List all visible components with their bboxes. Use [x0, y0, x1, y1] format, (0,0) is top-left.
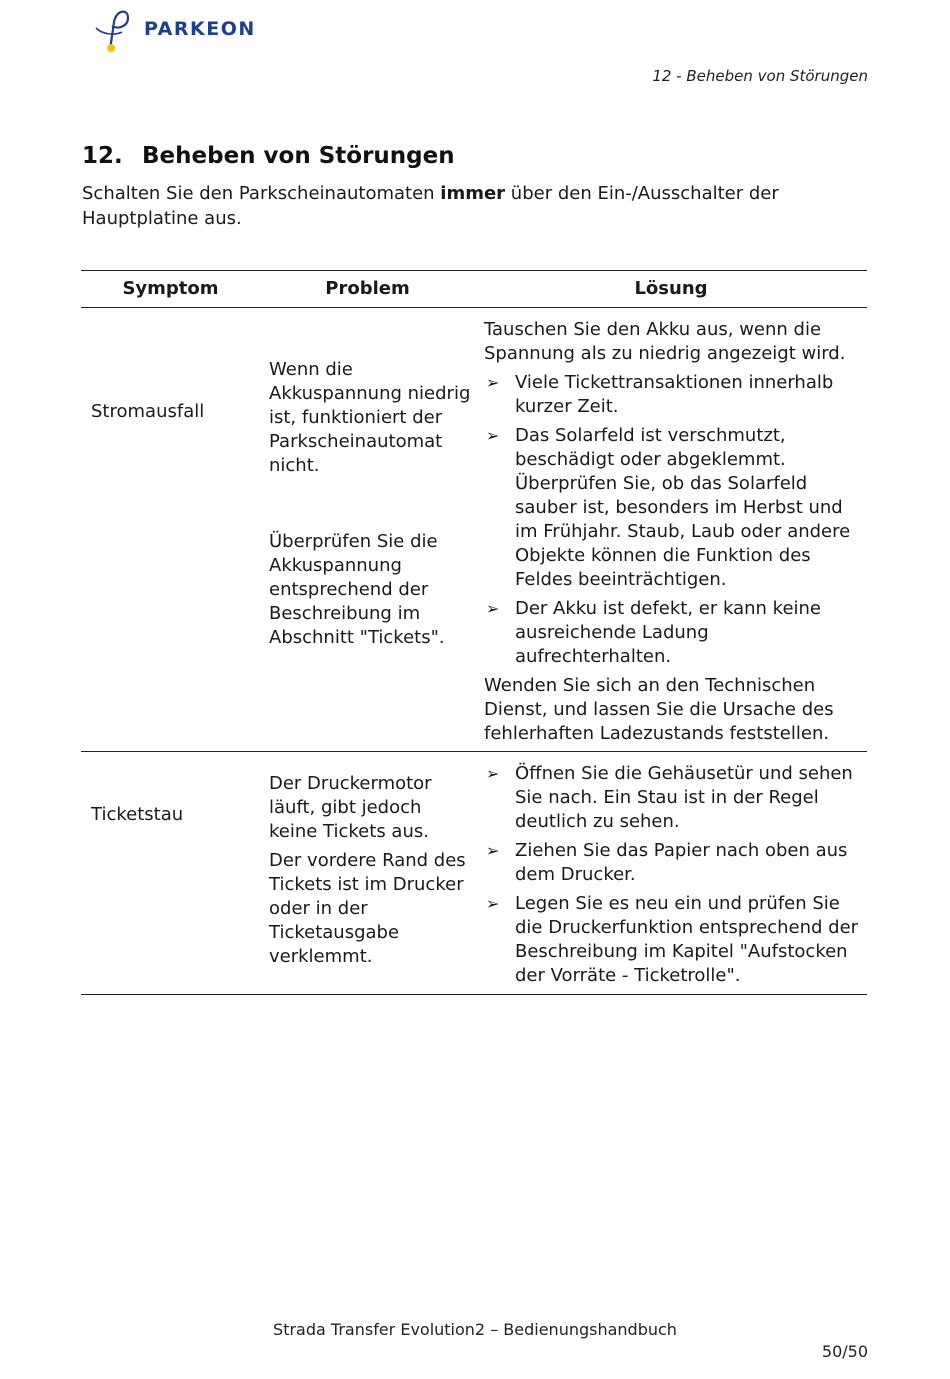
- page-number: 50/50: [821, 1342, 868, 1361]
- symptom-cell: Ticketstau: [81, 752, 260, 995]
- solution-outro: Wenden Sie sich an den Technischen Dienst, und lassen Sie die Ursache des fehlerhaften Ladezustands feststellen.: [484, 675, 834, 744]
- list-item-text: Öffnen Sie die Gehäusetür und sehen Sie nach. Ein Stau ist in der Regel deutlich zu sehen.: [515, 763, 853, 832]
- section-title: Beheben von Störungen: [142, 143, 455, 169]
- column-header-symptom: Symptom: [81, 271, 260, 308]
- list-item: [484, 424, 867, 592]
- arrow-bullet-icon: ➢: [486, 894, 500, 913]
- logo-wordmark: PARKEON: [144, 18, 256, 40]
- list-item: [484, 839, 867, 887]
- table-header-row: [81, 271, 867, 308]
- list-item: [484, 371, 867, 419]
- solution-intro: Tauschen Sie den Akku aus, wenn die Spannung als zu niedrig angezeigt wird.: [484, 319, 846, 364]
- list-item-text: Legen Sie es neu ein und prüfen Sie die Druckerfunktion entsprechend der Beschreibung im Kapitel "Aufstocken der Vorräte - Ticketrolle".: [515, 893, 859, 986]
- table-row: [81, 308, 867, 752]
- solution-cell: [475, 752, 867, 995]
- arrow-bullet-icon: ➢: [486, 373, 500, 392]
- problem-text: Der Druckermotor läuft, gibt jedoch keine Tickets aus.: [269, 773, 432, 842]
- problem-text: Wenn die Akkuspannung niedrig ist, funktioniert der Parkscheinautomat nicht.: [269, 359, 471, 476]
- intro-text-end: über den Ein-/Ausschalter der Hauptplatine aus.: [82, 183, 779, 229]
- intro-text-start: Schalten Sie den Parkscheinautomaten: [82, 183, 441, 204]
- intro-paragraph: [82, 181, 842, 231]
- table-row: [81, 752, 867, 995]
- arrow-bullet-icon: ➢: [486, 764, 500, 783]
- parkeon-logo-icon: [92, 4, 144, 56]
- footer-title: Strada Transfer Evolution2 – Bedienungshandbuch: [273, 1320, 677, 1339]
- section-number: 12.: [82, 143, 123, 169]
- list-item: [484, 892, 867, 988]
- list-item: [484, 762, 867, 834]
- list-item-text: Der Akku ist defekt, er kann keine ausreichende Ladung aufrechterhalten.: [515, 598, 821, 667]
- problem-cell: [260, 308, 475, 752]
- problem-text: Überprüfen Sie die Akkuspannung entsprechend der Beschreibung im Abschnitt "Tickets".: [269, 531, 445, 648]
- solution-bullet-list: [484, 371, 867, 669]
- section-heading: [82, 143, 455, 169]
- solution-cell: [475, 308, 867, 752]
- parkeon-logo: [92, 4, 292, 56]
- problem-cell: [260, 752, 475, 995]
- solution-bullet-list: [484, 762, 867, 988]
- arrow-bullet-icon: ➢: [486, 426, 500, 445]
- problem-text: Der vordere Rand des Tickets ist im Drucker oder in der Ticketausgabe verklemmt.: [269, 850, 466, 967]
- arrow-bullet-icon: ➢: [486, 841, 500, 860]
- list-item: [484, 597, 867, 669]
- symptom-cell: Stromausfall: [81, 308, 260, 752]
- list-item-text: Das Solarfeld ist verschmutzt, beschädigt oder abgeklemmt. Überprüfen Sie, ob das Solarfeld sauber ist, besonders im Herbst und im Frühjahr. Staub, Laub oder andere Objekte können die Funktion des Feldes beeinträchtigen.: [515, 425, 851, 590]
- list-item-text: Ziehen Sie das Papier nach oben aus dem Drucker.: [515, 840, 848, 885]
- running-header: 12 - Beheben von Störungen: [652, 67, 868, 85]
- arrow-bullet-icon: ➢: [486, 599, 500, 618]
- column-header-problem: Problem: [260, 271, 475, 308]
- list-item-text: Viele Tickettransaktionen innerhalb kurzer Zeit.: [515, 372, 834, 417]
- troubleshooting-table: [81, 270, 867, 995]
- column-header-solution: Lösung: [475, 271, 867, 308]
- intro-emphasis: immer: [440, 183, 506, 204]
